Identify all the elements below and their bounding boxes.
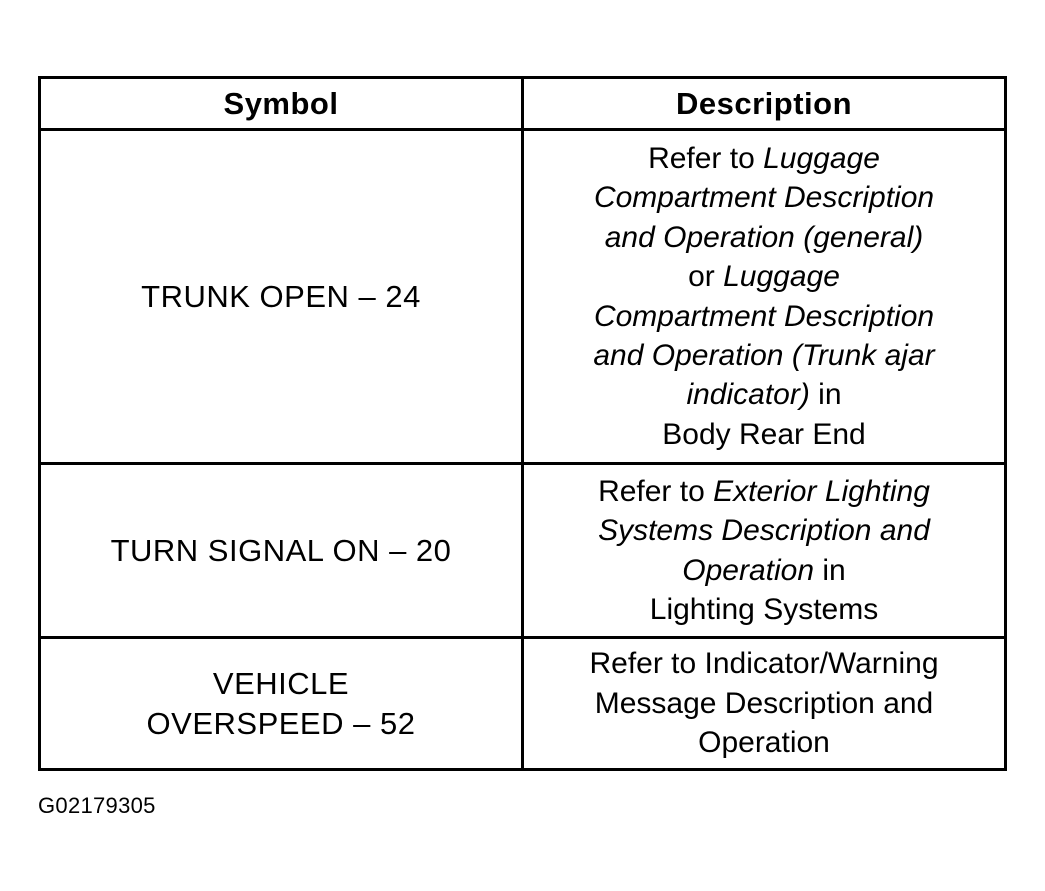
- italic-reference-text: Systems Description and: [598, 514, 930, 548]
- description-line: [589, 684, 938, 723]
- italic-reference-text: Luggage: [763, 141, 880, 175]
- description-line: [598, 511, 930, 550]
- italic-reference-text: Exterior Lighting: [713, 474, 930, 508]
- figure-id: G02179305: [38, 793, 156, 818]
- italic-reference-text: and Operation (general): [604, 220, 924, 254]
- description-line: [593, 297, 934, 336]
- header-description: Description: [524, 79, 1004, 131]
- description-line: [593, 375, 934, 414]
- description-text: in: [809, 378, 842, 412]
- description-text: in: [814, 553, 846, 587]
- symbol-text: VEHICLE: [212, 665, 350, 701]
- italic-reference-text: Operation: [682, 553, 815, 587]
- description-line: [593, 257, 934, 296]
- symbol-cell: [41, 639, 524, 768]
- italic-reference-text: indicator): [686, 378, 810, 412]
- symbol-cell: [41, 131, 524, 465]
- description-text: Body Rear End: [662, 417, 866, 451]
- description-text: Message Description and: [594, 686, 934, 720]
- description-text: Refer to Indicator/Warning: [589, 647, 939, 681]
- description-line: [593, 218, 934, 257]
- header-symbol: Symbol: [41, 79, 524, 131]
- description-line: [589, 723, 938, 762]
- description-line: [593, 139, 934, 178]
- description-text: Operation: [698, 726, 830, 760]
- description-line: [598, 472, 930, 511]
- symbol-text: TRUNK OPEN – 24: [141, 278, 421, 314]
- description-cell: [524, 131, 1004, 465]
- description-text: Refer to: [598, 474, 714, 508]
- description-cell: [524, 465, 1004, 639]
- description-text: or: [688, 260, 724, 294]
- italic-reference-text: Luggage: [723, 260, 840, 294]
- description-cell: [524, 639, 1004, 768]
- italic-reference-text: Compartment Description: [593, 299, 935, 333]
- description-line: [593, 178, 934, 217]
- description-line: [598, 551, 930, 590]
- symbol-description-table: [38, 76, 1007, 771]
- description-text: Refer to: [648, 141, 764, 175]
- symbol-text: TURN SIGNAL ON – 20: [110, 532, 452, 568]
- description-line: [598, 590, 930, 629]
- description-line: [593, 336, 934, 375]
- symbol-text: OVERSPEED – 52: [146, 705, 416, 741]
- symbol-cell: [41, 465, 524, 639]
- description-line: [589, 644, 938, 683]
- description-line: [593, 415, 934, 454]
- italic-reference-text: Compartment Description: [593, 181, 935, 215]
- italic-reference-text: and Operation (Trunk ajar: [593, 338, 935, 372]
- description-text: Lighting Systems: [649, 592, 879, 626]
